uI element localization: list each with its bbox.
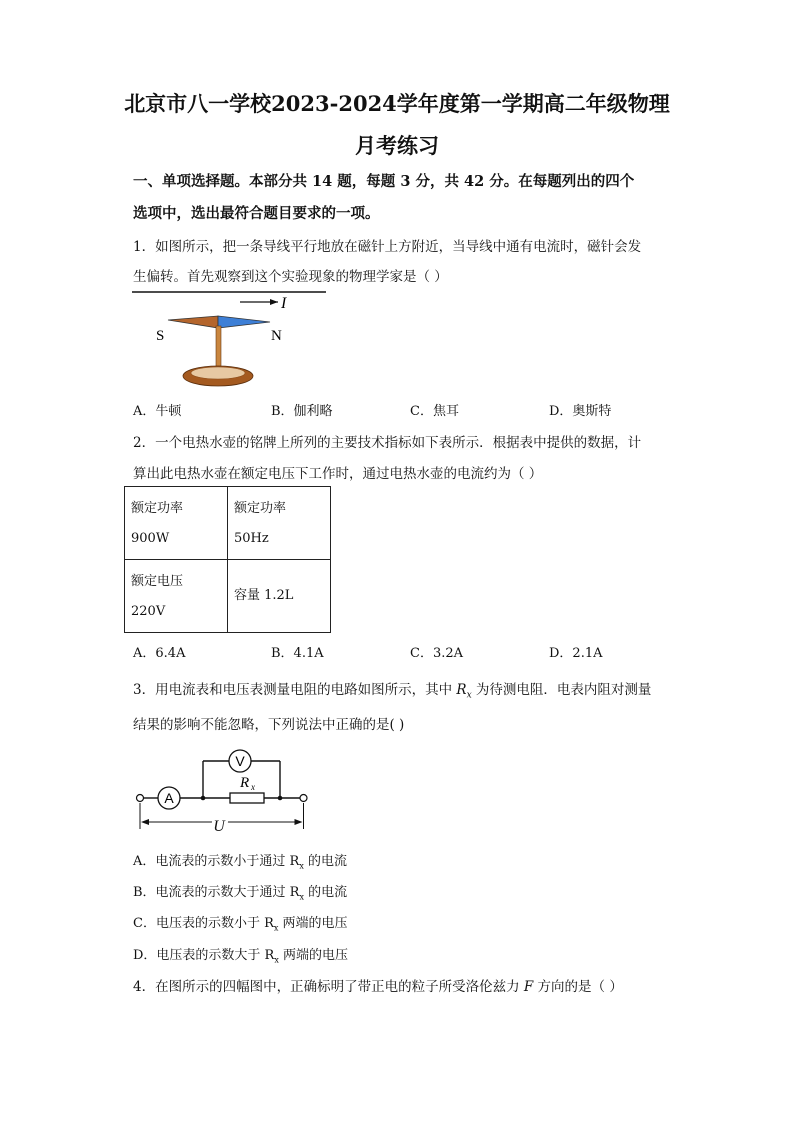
question-4-text: 4．在图所示的四幅图中，正确标明了带正电的粒子所受洛伦兹力 F 方向的是（ ）: [133, 979, 623, 995]
current-label: I: [281, 295, 287, 312]
page-title-line2: 月考练习: [355, 133, 439, 158]
spec-cell-voltage: 额定电压 220V: [125, 560, 228, 633]
voltmeter-label: V: [235, 753, 245, 769]
question-2-option-c[interactable]: C．3.2A: [410, 646, 464, 661]
voltage-label: U: [213, 818, 225, 835]
section-heading-line2: 选项中，选出最符合题目要求的一项。: [133, 205, 380, 222]
question-2-option-d[interactable]: D．2.1A: [549, 646, 603, 661]
question-3-option-c[interactable]: C．电压表的示数小于 $R_x$ 两端的电压: [133, 916, 348, 933]
compass-needle-figure: [130, 288, 340, 398]
page-title: 北京市八一学校2023-2024学年度第一学期高二年级物理: [124, 91, 670, 116]
question-3-option-d[interactable]: D．电压表的示数大于 $R_x$ 两端的电压: [133, 948, 348, 965]
north-label: N: [271, 328, 282, 344]
resistor-subscript: x: [251, 782, 255, 792]
question-3-text-line2: 结果的影响不能忽略，下列说法中正确的是( ): [133, 717, 405, 733]
question-2-option-a[interactable]: A．6.4A: [133, 646, 186, 661]
question-1-text: 1．如图所示，把一条导线平行地放在磁针上方附近，当导线中通有电流时，磁针会发: [133, 239, 642, 255]
south-label: S: [156, 328, 165, 344]
spec-table: [124, 486, 331, 633]
spec-cell-frequency: 额定功率 50Hz: [228, 487, 331, 560]
needle-north: [218, 316, 270, 328]
question-3-option-a[interactable]: A．电流表的示数小于通过 $R_x$ 的电流: [133, 854, 347, 871]
question-2-option-b[interactable]: B．4.1A: [271, 646, 324, 661]
resistor-icon: [230, 793, 264, 803]
question-1-option-b[interactable]: B．伽利略: [271, 404, 333, 419]
section-heading: 一、单项选择题。本部分共 14 题，每题 3 分，共 42 分。在每题列出的四个: [133, 173, 635, 190]
question-1-option-c[interactable]: C．焦耳: [410, 404, 459, 419]
question-2-text: 2．一个电热水壶的铭牌上所列的主要技术指标如下表所示．根据表中提供的数据，计: [133, 435, 642, 451]
spec-cell-power: 额定功率 900W: [125, 487, 228, 560]
question-1-text-line2: 生偏转。首先观察到这个实验现象的物理学家是（ ）: [133, 269, 448, 285]
question-2-text-line2: 算出此电热水壶在额定电压下工作时，通过电热水壶的电流约为（ ）: [133, 466, 543, 482]
ammeter-label: A: [164, 790, 174, 806]
spec-cell-capacity: 容量 1.2L: [228, 560, 331, 633]
resistor-label: R: [240, 775, 250, 791]
needle-south: [168, 316, 218, 328]
question-3-text: 3．用电流表和电压表测量电阻的电路如图所示，其中 $R_x$ 为待测电阻．电表内阻对测量: [133, 682, 652, 701]
question-1-option-a[interactable]: A．牛顿: [133, 404, 182, 419]
question-3-option-b[interactable]: B．电流表的示数大于通过 $R_x$ 的电流: [133, 885, 348, 902]
circuit-diagram: [130, 745, 320, 835]
question-1-option-d[interactable]: D．奥斯特: [549, 404, 612, 419]
